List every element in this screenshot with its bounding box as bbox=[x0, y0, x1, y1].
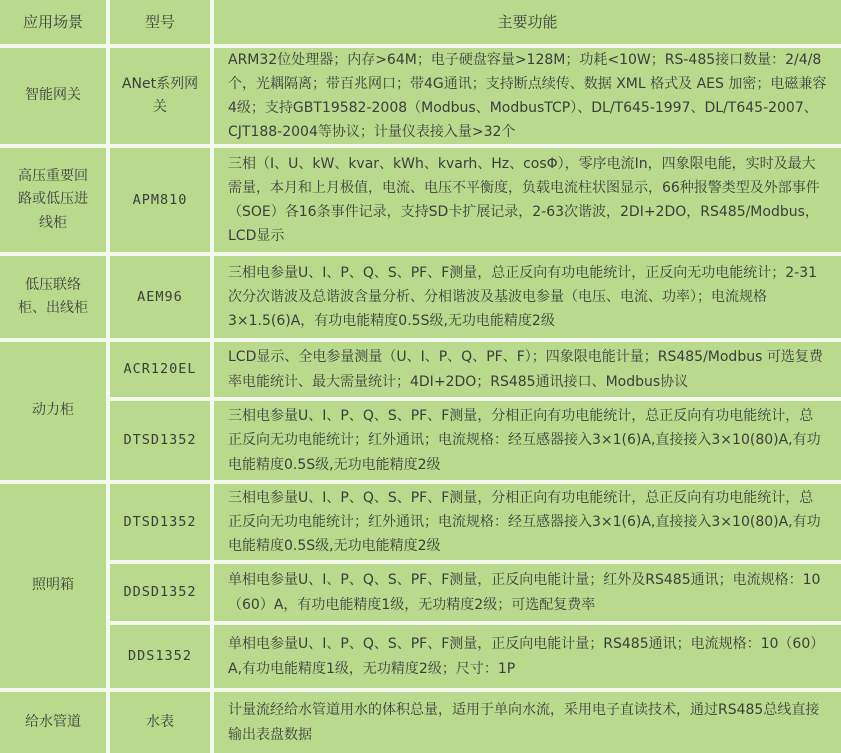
model-cell-dtsd1352-power: DTSD1352 bbox=[110, 401, 210, 480]
model-cell-water-meter: 水表 bbox=[110, 692, 210, 753]
scenario-cell-smart-gateway: 智能网关 bbox=[0, 48, 106, 144]
scenario-cell-lv-cabinet: 低压联络柜、出线柜 bbox=[0, 256, 106, 338]
model-cell-apm810: APM810 bbox=[110, 148, 210, 252]
model-cell-dds1352: DDS1352 bbox=[110, 625, 210, 688]
functions-cell-aem96: 三相电参量U、I、P、Q、S、PF、F测量，总正反向有功电能统计，正反向无功电能统计；2-31次分次谐波及总谐波含量分析、分相谐波及基波电参量（电压、电流、功率）；电流规格3×1.5(6)A，有功电能精度0.5S级,无功电能精度2级 bbox=[214, 256, 841, 338]
column-header-functions: 主要功能 bbox=[214, 0, 841, 44]
column-header-model: 型号 bbox=[110, 0, 210, 44]
scenario-cell-hv-circuit: 高压重要回路或低压进线柜 bbox=[0, 148, 106, 252]
scenario-cell-lighting-box: 照明箱 bbox=[0, 484, 106, 688]
model-cell-aem96: AEM96 bbox=[110, 256, 210, 338]
functions-cell-anet: ARM32位处理器；内存>64M；电子硬盘容量>128M；功耗<10W；RS-485接口数量：2/4/8个，光耦隔离；带百兆网口；带4G通讯；支持断点续传、数据 XML 格式及 AES 加密；电磁兼容4级；支持GBT19582-2008（Modbus、ModbusTCP）、DL/T645-1997、DL/T645-2007、CJT188-2004等协议；计量仪表接入量>32个 bbox=[214, 48, 841, 144]
functions-cell-acr120el: LCD显示、全电参量测量（U、I、P、Q、PF、F）；四象限电能计量；RS485/Modbus 可选复费率电能统计、最大需量统计；4DI+2DO；RS485通讯接口、Modbus协议 bbox=[214, 342, 841, 397]
functions-cell-dtsd1352-power: 三相电参量U、I、P、Q、S、PF、F测量，分相正向有功电能统计，总正反向有功电能统计，总正反向无功电能统计；红外通讯；电流规格：经互感器接入3×1(6)A,直接接入3×10(80)A,有功电能精度0.5S级,无功电能精度2级 bbox=[214, 401, 841, 480]
functions-cell-ddsd1352: 单相电参量U、I、P、Q、S、PF、F测量，正反向电能计量；红外及RS485通讯；电流规格：10（60）A，有功电能精度1级，无功精度2级；可选配复费率 bbox=[214, 564, 841, 621]
functions-cell-dtsd1352-lighting: 三相电参量U、I、P、Q、S、PF、F测量，分相正向有功电能统计，总正反向有功电能统计，总正反向无功电能统计；红外通讯；电流规格：经互感器接入3×1(6)A,直接接入3×10(80)A,有功电能精度0.5S级,无功电能精度2级 bbox=[214, 484, 841, 560]
column-header-scenario: 应用场景 bbox=[0, 0, 106, 44]
model-cell-anet: ANet系列网关 bbox=[110, 48, 210, 144]
model-cell-ddsd1352: DDSD1352 bbox=[110, 564, 210, 621]
functions-cell-water-meter: 计量流经给水管道用水的体积总量，适用于单向水流，采用电子直读技术，通过RS485总线直接输出表盘数据 bbox=[214, 692, 841, 753]
model-cell-acr120el: ACR120EL bbox=[110, 342, 210, 397]
functions-cell-dds1352: 单相电参量U、I、P、Q、S、PF、F测量，正反向电能计量；RS485通讯；电流规格：10（60）A,有功电能精度1级，无功精度2级；尺寸：1P bbox=[214, 625, 841, 688]
functions-cell-apm810: 三相（I、U、kW、kvar、kWh、kvarh、Hz、cosΦ），零序电流In，四象限电能，实时及最大需量，本月和上月极值，电流、电压不平衡度，负载电流柱状图显示，66种报警类型及外部事件（SOE）各16条事件记录，支持SD卡扩展记录，2-63次谐波，2DI+2DO，RS485/Modbus，LCD显示 bbox=[214, 148, 841, 252]
scenario-cell-power-cabinet: 动力柜 bbox=[0, 342, 106, 480]
model-cell-dtsd1352-lighting: DTSD1352 bbox=[110, 484, 210, 560]
scenario-cell-water-pipe: 给水管道 bbox=[0, 692, 106, 753]
